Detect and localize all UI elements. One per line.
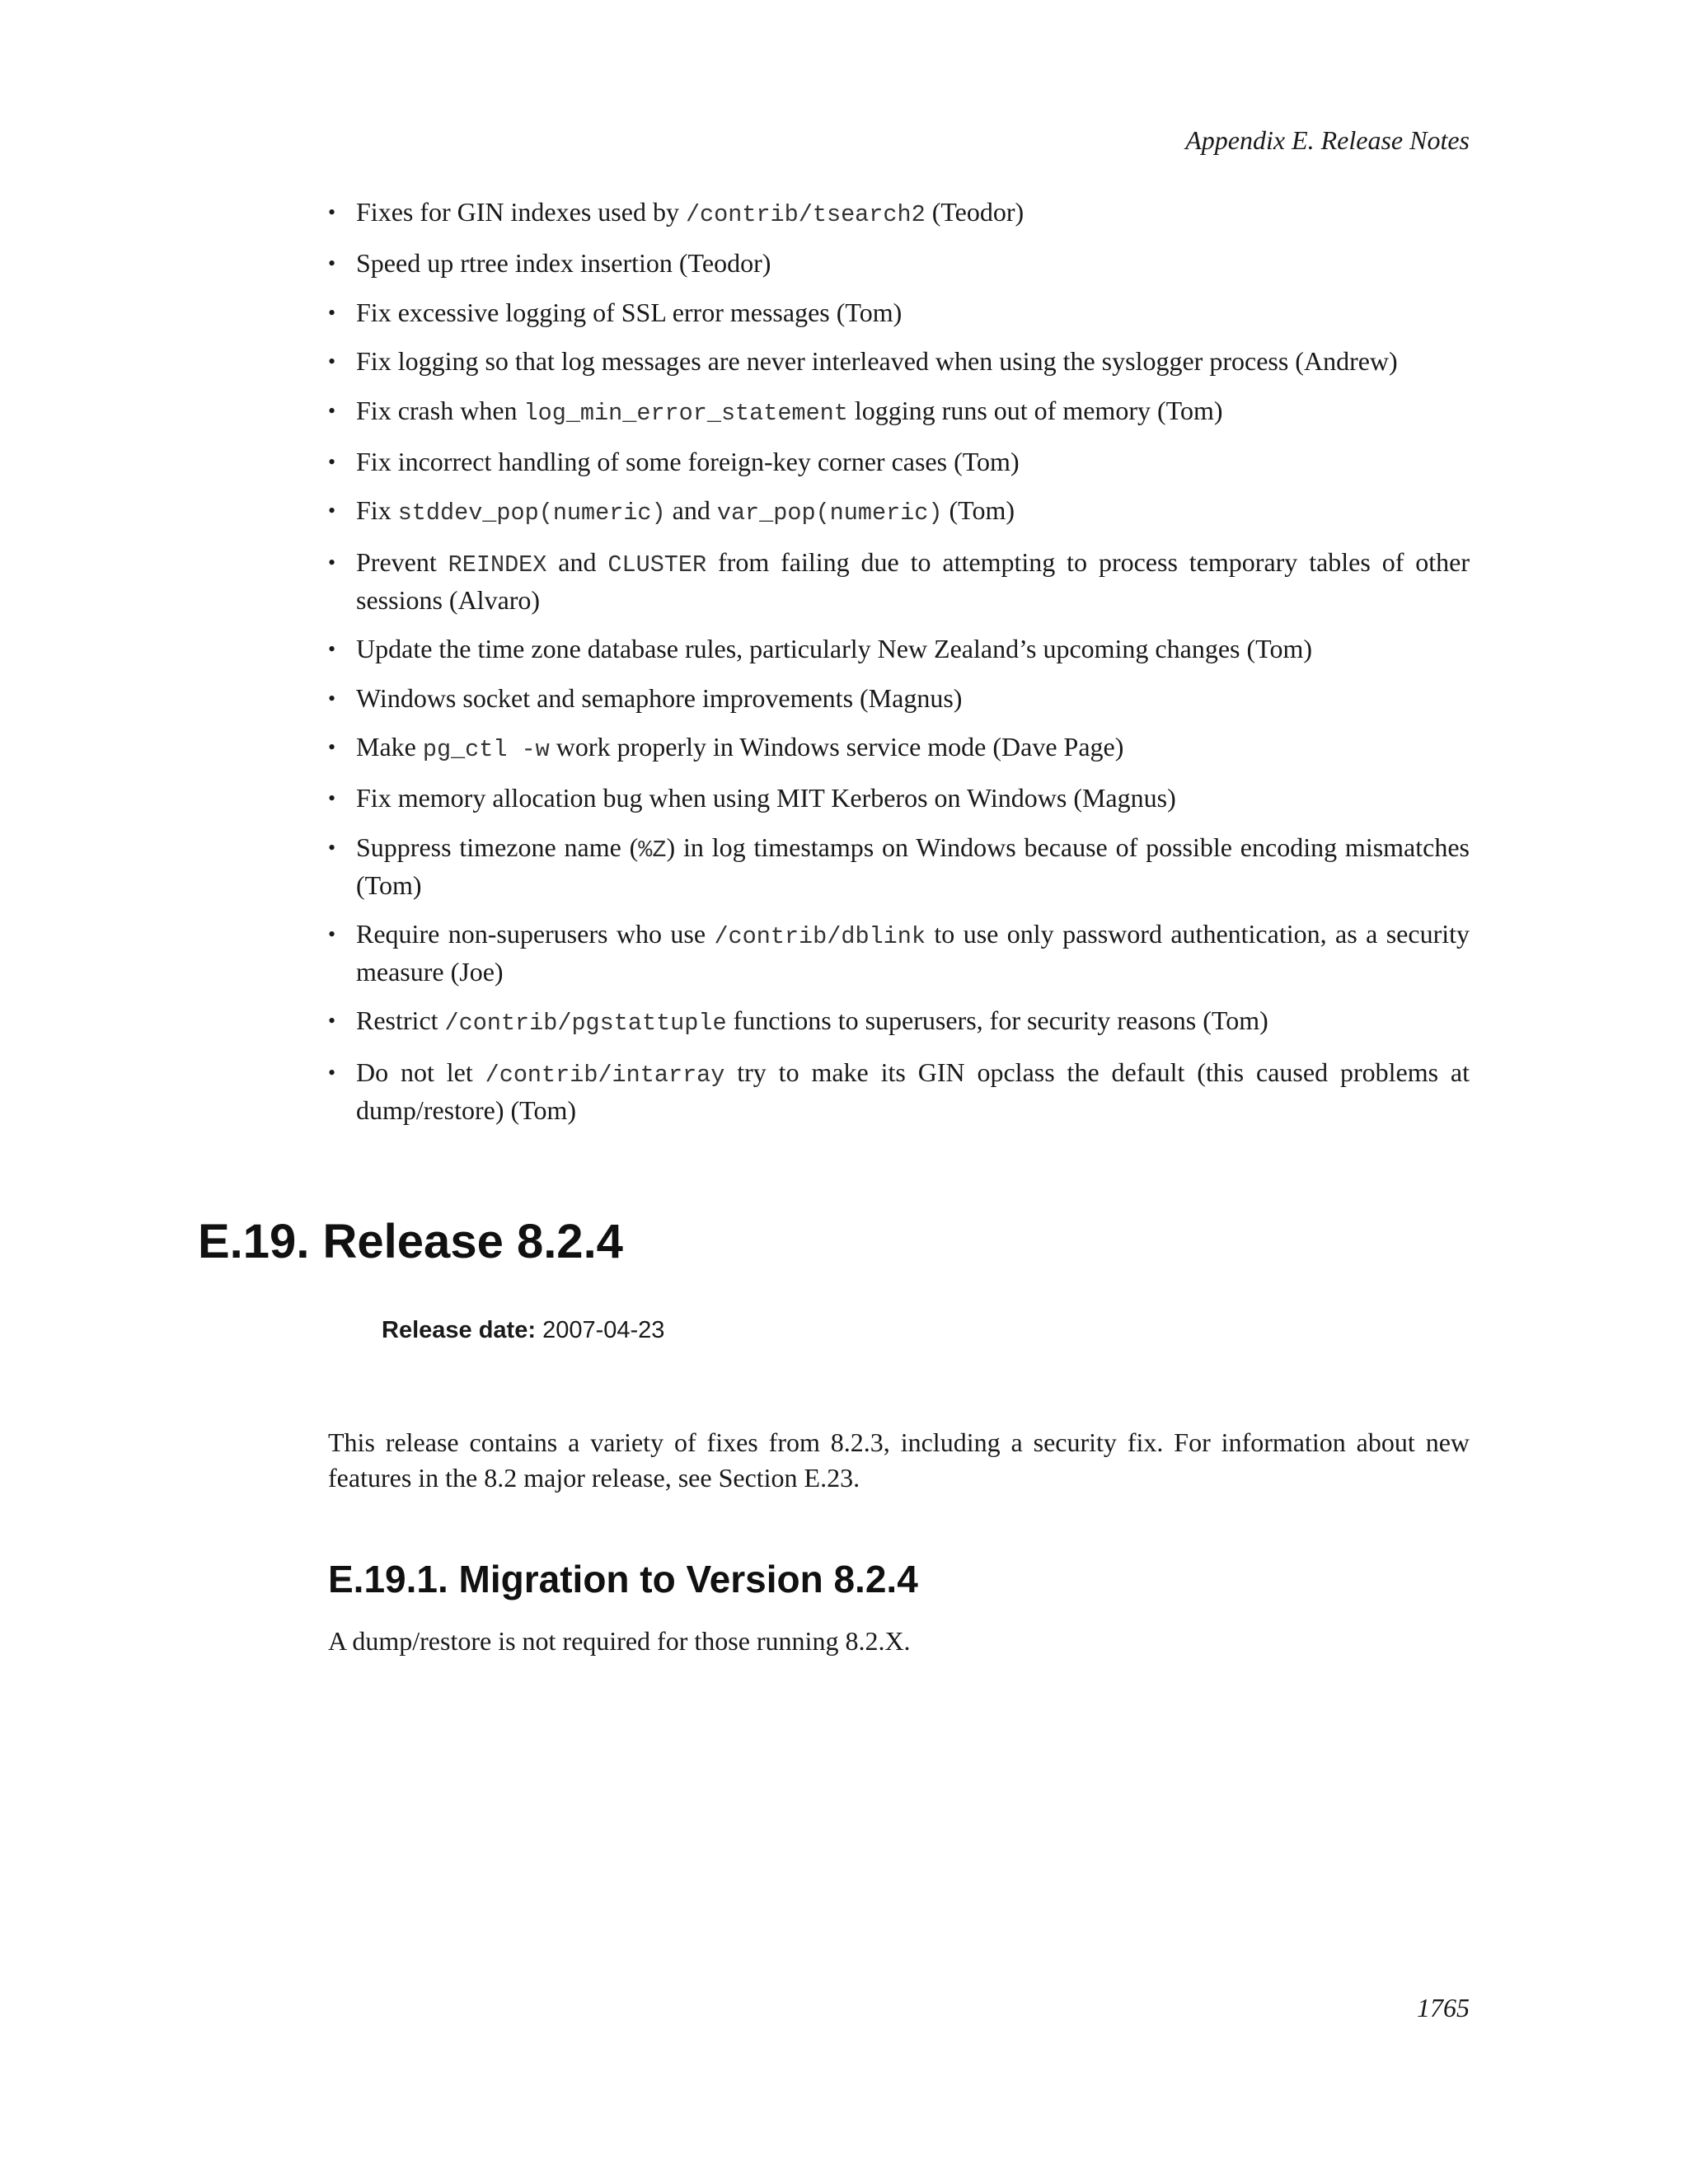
bullet-dot: • <box>328 1009 336 1033</box>
list-item-text: and <box>546 546 608 577</box>
list-item-text: Fix crash when <box>356 395 524 425</box>
list-item-text: logging runs out of memory (Tom) <box>847 395 1223 425</box>
list-item <box>328 1003 1470 1041</box>
list-item-text: ) in log timestamps on Windows because of possible encoding mismatches (Tom) <box>356 832 1470 900</box>
inline-code: log_min_error_statement <box>523 399 848 427</box>
running-header: Appendix E. Release Notes <box>1185 125 1470 155</box>
list-item-text: from failing due to attempting to process temporary tables of other sessions (Alvaro) <box>356 546 1470 615</box>
subsection-title: E.19.1. Migration to Version 8.2.4 <box>328 1558 918 1601</box>
list-item <box>328 1055 1470 1128</box>
bullet-dot: • <box>328 922 336 947</box>
section-intro: This release contains a variety of fixes from 8.2.3, including a security fix. For information about new features in the 8.2 major release, see Section E.23. <box>328 1427 1470 1493</box>
list-item-text: Suppress timezone name ( <box>356 832 639 862</box>
bullet-dot: • <box>328 686 336 710</box>
list-item <box>328 780 1470 816</box>
bullet-dot: • <box>328 786 336 811</box>
bullet-dot: • <box>328 251 336 276</box>
bullet-dot: • <box>328 449 336 474</box>
list-item <box>328 916 1470 990</box>
list-item-text: Fix memory allocation bug when using MIT Kerberos on Windows (Magnus) <box>356 783 1176 813</box>
bullet-dot: • <box>328 637 336 662</box>
bullet-dot: • <box>328 499 336 523</box>
release-date-label: Release date: <box>382 1317 536 1343</box>
inline-code: /contrib/dblink <box>714 923 926 951</box>
list-item-text: Fix incorrect handling of some foreign-key corner cases (Tom) <box>356 446 1020 476</box>
list-item-text: Require non-superusers who use <box>356 919 715 949</box>
bullet-dot: • <box>328 349 336 374</box>
list-item-text: to use only password authentication, as a security measure (Joe) <box>356 919 1470 987</box>
list-item <box>328 830 1470 903</box>
list-item <box>328 545 1470 618</box>
bullet-dot: • <box>328 1060 336 1085</box>
migration-text: A dump/restore is not required for those running 8.2.X. <box>328 1626 911 1656</box>
list-item <box>328 729 1470 767</box>
bullet-dot: • <box>328 398 336 423</box>
bullet-dot: • <box>328 550 336 574</box>
section-title: E.19. Release 8.2.4 <box>198 1215 623 1268</box>
page-number: 1765 <box>1417 1993 1470 2022</box>
list-item <box>328 344 1470 379</box>
inline-code: /contrib/pgstattuple <box>444 1010 727 1038</box>
list-item <box>328 444 1470 480</box>
list-item-text: Fix <box>356 495 398 526</box>
list-item <box>328 493 1470 531</box>
list-item-text: Do not let <box>356 1057 485 1087</box>
list-item-text: Speed up rtree index insertion (Teodor) <box>356 248 771 279</box>
inline-code: stddev_pop(numeric) <box>397 499 666 527</box>
list-item-text: Fix excessive logging of SSL error messages (Tom) <box>356 297 903 327</box>
list-item <box>328 393 1470 431</box>
list-item-text: Fixes for GIN indexes used by <box>356 197 686 227</box>
inline-code: REINDEX <box>448 551 547 579</box>
bullet-dot: • <box>328 835 336 860</box>
inline-code: var_pop(numeric) <box>716 499 943 527</box>
list-item <box>328 295 1470 330</box>
inline-code: pg_ctl -w <box>422 735 550 763</box>
inline-code: CLUSTER <box>607 551 707 579</box>
list-item-text: (Tom) <box>942 495 1015 526</box>
list-item-text: Prevent <box>356 546 448 577</box>
bullet-dot: • <box>328 200 336 224</box>
release-date-value: 2007-04-23 <box>542 1317 665 1343</box>
inline-code: %Z <box>638 836 667 864</box>
list-item-text: Fix logging so that log messages are never interleaved when using the syslogger process (Andrew) <box>356 346 1398 377</box>
inline-code: /contrib/tsearch2 <box>685 201 926 228</box>
list-item-text: work properly in Windows service mode (Dave Page) <box>549 731 1124 762</box>
list-item-text: functions to superusers, for security reasons (Tom) <box>726 1005 1268 1036</box>
list-item-text: Windows socket and semaphore improvements (Magnus) <box>356 682 963 713</box>
list-item <box>328 681 1470 716</box>
list-item-text: Restrict <box>356 1005 445 1036</box>
bullet-dot: • <box>328 734 336 759</box>
bullet-dot: • <box>328 300 336 325</box>
release-date <box>382 1315 664 1345</box>
release-notes-list <box>328 194 1470 1141</box>
list-item-text: try to make its GIN opclass the default (this caused problems at dump/restore) (Tom) <box>356 1057 1470 1125</box>
list-item-text: (Teodor) <box>925 197 1025 227</box>
list-item-text: and <box>665 495 717 526</box>
list-item <box>328 631 1470 667</box>
list-item <box>328 246 1470 281</box>
inline-code: /contrib/intarray <box>485 1061 725 1089</box>
list-item <box>328 194 1470 232</box>
list-item-text: Update the time zone database rules, particularly New Zealand’s upcoming changes (Tom) <box>356 634 1312 664</box>
list-item-text: Make <box>356 731 423 762</box>
